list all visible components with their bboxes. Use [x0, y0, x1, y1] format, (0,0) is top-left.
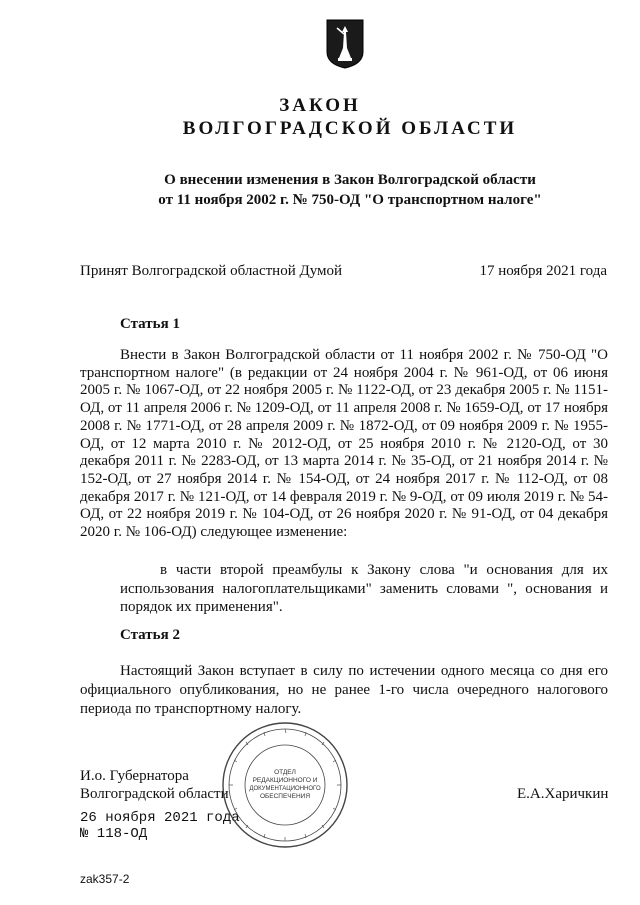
coat-of-arms-emblem	[325, 18, 365, 70]
stamp-line-2: РЕДАКЦИОННОГО И	[252, 777, 318, 784]
signatory-name: Е.А.Харичкин	[517, 786, 609, 802]
region-title: ВОЛГОГРАДСКОЙ ОБЛАСТИ	[182, 118, 518, 139]
stamp-line-1: ОТДЕЛ	[274, 769, 296, 776]
signatory-position-1: И.о. Губернатора	[80, 768, 189, 784]
document-code: zak357-2	[80, 872, 130, 886]
official-stamp	[220, 720, 350, 850]
stamp-line-4: ОБЕСПЕЧЕНИЯ	[259, 793, 311, 800]
registration-date: 26 ноября 2021 года	[80, 810, 240, 826]
subtitle-line-2: от 11 ноября 2002 г. № 750-ОД "О транспортном налоге"	[158, 192, 542, 208]
article-1-amendment: в части второй преамбулы к Закону слова "и основания для их использования налогоплательщиками" заменить словами ", основания и порядок их применения".	[120, 562, 608, 615]
adoption-body: Принят Волгоградской областной Думой	[80, 263, 343, 279]
subtitle-line-1: О внесении изменения в Закон Волгоградской области	[164, 172, 536, 188]
article-1-text: Внести в Закон Волгоградской области от 11 ноября 2002 г. № 750-ОД "О транспортном налоге" (в редакции от 24 ноября 2004 г. № 961-ОД, от 06 июня 2005 г. № 1067-ОД, от 22 ноября 2005 г. № 1122-ОД, от 23 декабря 2005 г. № 1151-ОД, от 11 апреля 2006 г. № 1209-ОД, от 11 апреля 2008 г. № 1659-ОД, от 17 ноября 2008 г. № 1771-ОД, от 28 апреля 2009 г. № 1872-ОД, от 09 ноября 2009 г. № 1955-ОД, от 12 марта 2010 г. № 2012-ОД, от 25 ноября 2010 г. № 2120-ОД, от 30 декабря 2011 г. № 2283-ОД, от 13 марта 2014 г. № 35-ОД, от 21 ноября 2014 г. № 152-ОД, от 27 ноября 2014 г. № 154-ОД, от 24 ноября 2017 г. № 112-ОД, от 08 декабря 2017 г. № 121-ОД, от 14 февраля 2019 г. № 9-ОД, от 09 июля 2019 г. № 54-ОД, от 22 ноября 2019 г. № 104-ОД, от 26 ноября 2020 г. № 91-ОД, от 04 декабря 2020 г. № 106-ОД) следующее изменение:	[80, 347, 608, 541]
registration-number: № 118-ОД	[80, 826, 148, 842]
stamp-line-3: ДОКУМЕНТАЦИОННОГО	[249, 786, 321, 792]
article-2-heading: Статья 2	[120, 627, 180, 643]
adoption-date: 17 ноября 2021 года	[479, 263, 607, 279]
signatory-position-2: Волгоградской области	[80, 786, 229, 802]
law-title: ЗАКОН	[279, 95, 361, 116]
article-1-heading: Статья 1	[120, 316, 180, 332]
article-2-text: Настоящий Закон вступает в силу по истечении одного месяца со дня его официального опубликования, но не ранее 1-го числа очередного налогового периода по транспортному налогу.	[80, 663, 608, 717]
